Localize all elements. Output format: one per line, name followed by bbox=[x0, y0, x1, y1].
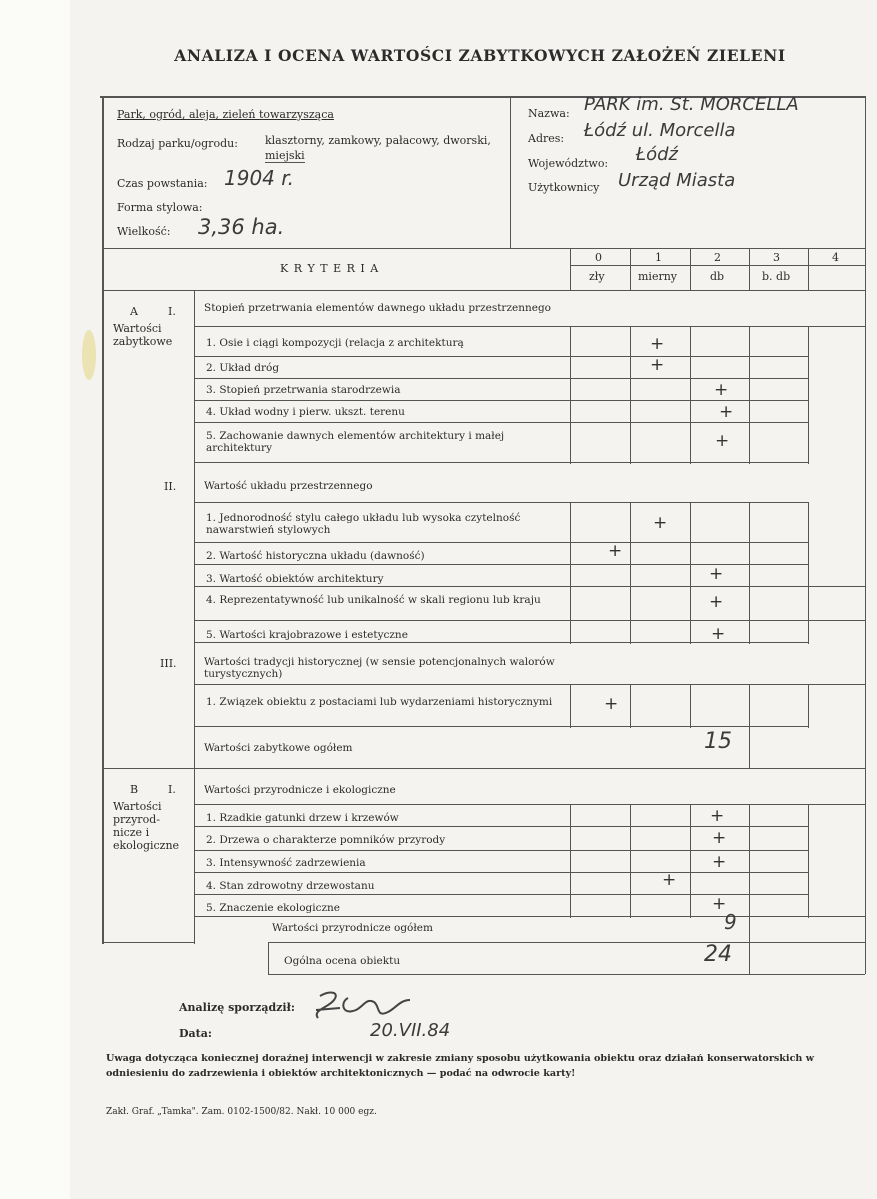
mark-a2-5: + bbox=[711, 624, 726, 644]
section-a-ii: II. bbox=[164, 480, 177, 493]
section-a-title: Wartości zabytkowe bbox=[113, 322, 173, 348]
table-col-line bbox=[808, 684, 809, 728]
b-total: Wartości przyrodnicze ogółem bbox=[272, 922, 433, 934]
scale-4: 4 bbox=[832, 251, 839, 264]
printer-info: Zakł. Graf. „Tamka". Zam. 0102-1500/82. Nakł. 10 000 egz. bbox=[106, 1107, 377, 1117]
mark-a2-1: + bbox=[653, 513, 668, 533]
mark-a2-3: + bbox=[709, 564, 724, 584]
b1-3: 3. Intensywność zadrzewienia bbox=[206, 857, 366, 869]
scale-word-3: b. db bbox=[762, 270, 791, 283]
table-col-line bbox=[570, 502, 571, 644]
table-col-line bbox=[808, 804, 809, 918]
table-row-line bbox=[194, 400, 808, 401]
table-row-line bbox=[194, 378, 808, 379]
scale-col-line bbox=[749, 248, 750, 290]
a1-1: 1. Osie i ciągi kompozycji (relacja z architekturą bbox=[206, 337, 464, 349]
table-row-line bbox=[194, 586, 865, 587]
table-col-line bbox=[570, 326, 571, 464]
voivodeship-value: Łódź bbox=[636, 144, 679, 165]
mark-a1-5: + bbox=[715, 431, 730, 451]
table-col-line bbox=[630, 502, 631, 644]
section-b: B bbox=[130, 783, 139, 796]
a2-3: 3. Wartość obiektów architektury bbox=[206, 573, 384, 585]
table-row-line bbox=[194, 768, 865, 769]
mark-a1-4: + bbox=[719, 402, 734, 422]
mark-a3-1: + bbox=[604, 694, 619, 714]
created-value: 1904 r. bbox=[224, 166, 294, 190]
table-row-line bbox=[194, 542, 808, 543]
form-title: ANALIZA I OCENA WARTOŚCI ZABYTKOWYCH ZAŁOŻEŃ ZIELENI bbox=[174, 46, 786, 65]
header-divider bbox=[510, 96, 511, 248]
scale-col-line bbox=[690, 248, 691, 290]
section-divider bbox=[194, 290, 195, 944]
a3-1: 1. Związek obiektu z postaciami lub wydarzeniami historycznymi bbox=[206, 696, 553, 708]
mark-b1-2: + bbox=[712, 828, 727, 848]
stain-mark bbox=[82, 330, 96, 380]
size-label: Wielkość: bbox=[117, 225, 171, 238]
table-row-line bbox=[194, 356, 808, 357]
table-col-line bbox=[690, 684, 691, 728]
mark-b1-1: + bbox=[710, 806, 725, 826]
date-value: 20.VII.84 bbox=[370, 1020, 451, 1041]
mark-a1-2: + bbox=[650, 355, 665, 375]
b1-2: 2. Drzewa o charakterze pomników przyrody bbox=[206, 834, 446, 846]
a2-5: 5. Wartości krajobrazowe i estetyczne bbox=[206, 629, 408, 641]
mark-a2-2: + bbox=[608, 541, 623, 561]
mark-b1-3: + bbox=[712, 852, 727, 872]
frame-left bbox=[102, 96, 104, 944]
size-value: 3,36 ha. bbox=[198, 215, 285, 239]
scale-col-line bbox=[630, 248, 631, 290]
a2-2: 2. Wartość historyczna układu (dawność) bbox=[206, 550, 425, 562]
section-b-i: I. bbox=[168, 783, 176, 796]
name-value: PARK im. St. MORCELLA bbox=[584, 94, 799, 115]
park-kind-options: klasztorny, zamkowy, pałacowy, dworski, bbox=[265, 134, 491, 147]
table-row-line bbox=[194, 916, 865, 917]
a2-header: Wartość układu przestrzennego bbox=[204, 480, 373, 492]
mark-b1-4: + bbox=[662, 870, 677, 890]
b-total-value: 9 bbox=[724, 910, 737, 934]
table-col-line bbox=[690, 502, 691, 644]
table-col-line bbox=[630, 684, 631, 728]
a2-1: 1. Jednorodność stylu całego układu lub wysoka czytelność nawarstwień stylowych bbox=[206, 512, 521, 536]
section-b-bottom bbox=[102, 942, 194, 943]
scale-word-1: mierny bbox=[638, 270, 678, 283]
table-row-line bbox=[268, 974, 865, 975]
prepared-label: Analizę sporządził: bbox=[179, 1001, 295, 1014]
address-value: Łódź ul. Morcella bbox=[584, 120, 736, 141]
mark-a2-4: + bbox=[709, 592, 724, 612]
a1-2: 2. Układ dróg bbox=[206, 362, 280, 374]
address-label: Adres: bbox=[528, 132, 565, 145]
left-page-edge bbox=[0, 0, 70, 1199]
table-row-line bbox=[194, 872, 808, 873]
table-row-line bbox=[194, 826, 808, 827]
criteria-label: K R Y T E R I A bbox=[280, 262, 380, 275]
total-col-line bbox=[749, 916, 750, 974]
table-col-line bbox=[630, 804, 631, 918]
section-ab-divider bbox=[102, 768, 194, 769]
b1-4: 4. Stan zdrowotny drzewostanu bbox=[206, 880, 375, 892]
table-col-line bbox=[630, 326, 631, 464]
table-col-line bbox=[570, 684, 571, 728]
scale-col-line bbox=[808, 248, 809, 290]
created-label: Czas powstania: bbox=[117, 177, 208, 190]
b1-1: 1. Rzadkie gatunki drzew i krzewów bbox=[206, 812, 399, 824]
table-col-line bbox=[808, 502, 809, 644]
scale-2: 2 bbox=[714, 251, 721, 264]
park-kind-label: Rodzaj parku/ogrodu: bbox=[117, 137, 238, 150]
scale-1: 1 bbox=[655, 251, 662, 264]
a1-3: 3. Stopień przetrwania starodrzewia bbox=[206, 384, 401, 396]
table-col-line bbox=[749, 684, 750, 728]
users-label: Użytkownicy bbox=[528, 181, 600, 194]
table-row-line bbox=[194, 726, 808, 727]
table-row-line bbox=[194, 462, 808, 463]
grand-total-value: 24 bbox=[704, 942, 732, 967]
section-b-title: Wartości przyrod- nicze i ekologiczne bbox=[113, 800, 180, 852]
table-row-line bbox=[194, 684, 865, 685]
b1-header: Wartości przyrodnicze i ekologiczne bbox=[204, 784, 396, 796]
table-row-line bbox=[194, 502, 808, 503]
b1-5: 5. Znaczenie ekologiczne bbox=[206, 902, 341, 914]
table-row-line bbox=[194, 804, 865, 805]
table-row-line bbox=[194, 326, 865, 327]
a2-4: 4. Reprezentatywność lub unikalność w skali regionu lub kraju bbox=[206, 594, 541, 606]
a1-4: 4. Układ wodny i pierw. ukszt. terenu bbox=[206, 406, 405, 418]
scale-word-2: db bbox=[710, 270, 725, 283]
table-row-line bbox=[268, 942, 865, 943]
a1-header: Stopień przetrwania elementów dawnego układu przestrzennego bbox=[204, 302, 551, 314]
table-col-line bbox=[749, 326, 750, 464]
style-label: Forma stylowa: bbox=[117, 201, 203, 214]
park-type-label: Park, ogród, aleja, zieleń towarzysząca bbox=[117, 108, 334, 121]
voivodeship-label: Województwo: bbox=[528, 157, 609, 170]
total-col-line bbox=[749, 726, 750, 768]
date-label: Data: bbox=[179, 1027, 212, 1040]
mark-b1-5: + bbox=[712, 894, 727, 914]
table-col-line bbox=[690, 804, 691, 918]
table-col-line bbox=[690, 326, 691, 464]
a-total-value: 15 bbox=[704, 729, 732, 754]
table-col-line bbox=[570, 804, 571, 918]
mark-a1-3: + bbox=[714, 380, 729, 400]
park-kind-selected: miejski bbox=[265, 149, 305, 162]
a1-5: 5. Zachowanie dawnych elementów architektury i małej architektury bbox=[206, 430, 505, 454]
scale-word-0: zły bbox=[589, 270, 605, 283]
table-col-line bbox=[749, 502, 750, 644]
section-a-iii: III. bbox=[160, 657, 177, 670]
a-total: Wartości zabytkowe ogółem bbox=[204, 742, 353, 754]
scale-0: 0 bbox=[595, 251, 602, 264]
scale-3: 3 bbox=[773, 251, 780, 264]
name-label: Nazwa: bbox=[528, 107, 570, 120]
grand-total-left-line bbox=[268, 942, 269, 974]
users-value: Urząd Miasta bbox=[618, 170, 736, 191]
header-bottom bbox=[102, 248, 865, 249]
scale-divider bbox=[570, 265, 865, 266]
section-a-i: I. bbox=[168, 305, 176, 318]
a3-header: Wartości tradycji historycznej (w sensie potencjonalnych walorów turystycznych) bbox=[204, 656, 555, 680]
section-a: A bbox=[130, 305, 138, 318]
frame-right bbox=[865, 96, 866, 974]
table-col-line bbox=[808, 326, 809, 464]
table-row-line bbox=[194, 422, 808, 423]
grand-total: Ogólna ocena obiektu bbox=[284, 955, 401, 967]
table-col-line bbox=[749, 804, 750, 918]
criteria-bottom bbox=[102, 290, 865, 291]
table-row-line bbox=[194, 620, 865, 621]
mark-a1-1: + bbox=[650, 334, 665, 354]
scale-col-line bbox=[570, 248, 571, 290]
table-row-line bbox=[194, 850, 808, 851]
footer-note: Uwaga dotycząca koniecznej doraźnej interwencji w zakresie zmiany sposobu użytkowania obiektu oraz działań konserwatorskich w odniesieniu do zadrzewienia i obiektów architektonicznych — podać na odwrocie karty! bbox=[106, 1053, 814, 1079]
